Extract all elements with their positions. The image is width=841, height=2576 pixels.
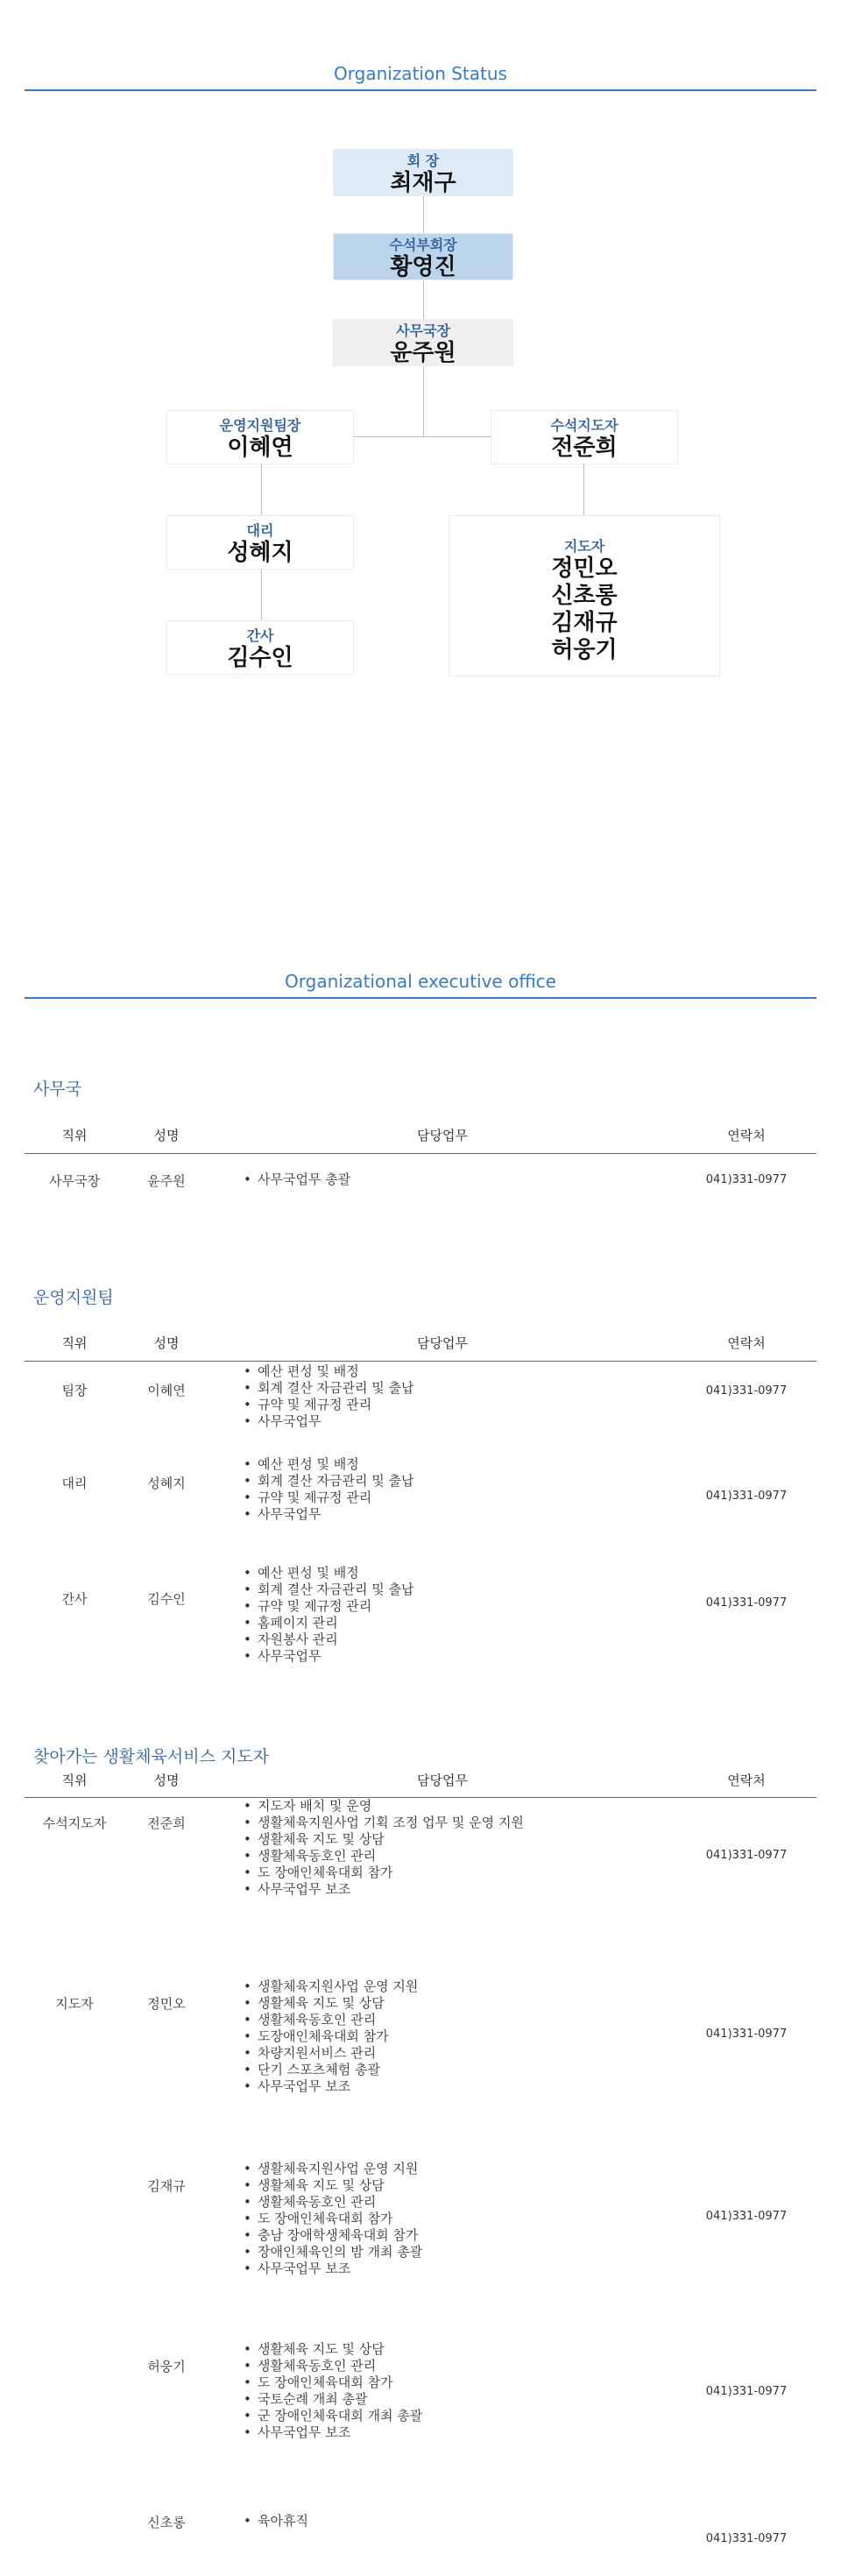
duties-list xyxy=(244,2513,308,2530)
person-name: 허웅기 xyxy=(551,637,618,663)
cell-name: 허웅기 xyxy=(147,2359,186,2374)
connector-line xyxy=(261,570,262,620)
person-name: 이혜연 xyxy=(227,435,293,461)
list-item: • 생활체육동호인 관리 xyxy=(244,2012,418,2028)
list-item: • 사무국업무 xyxy=(244,1413,413,1430)
org-box-ops-lead xyxy=(166,410,354,464)
list-item: • 군 장애인체육대회 개최 총괄 xyxy=(244,2408,422,2424)
list-item: • 도장애인체육대회 참가 xyxy=(244,2028,418,2045)
header-name: 성명 xyxy=(153,1128,180,1143)
role-label: 간사 xyxy=(246,627,274,644)
cell-name: 전준희 xyxy=(147,1815,186,1831)
duties-list xyxy=(244,2341,422,2441)
list-item: • 충남 장애학생체육대회 참가 xyxy=(244,2227,422,2244)
list-item: • 사무국업무 보조 xyxy=(244,2424,422,2441)
list-item: • 생활체육지원사업 기획 조정 업무 및 운영 지원 xyxy=(244,1815,524,1831)
list-item: • 국토순례 개최 총괄 xyxy=(244,2391,422,2408)
connector-line xyxy=(261,464,262,515)
person-name: 전준희 xyxy=(551,435,618,461)
duties-list xyxy=(244,1978,418,2095)
ops-team-table xyxy=(25,1325,816,1677)
list-item: • 사무국업무 총괄 xyxy=(244,1171,350,1188)
table-header xyxy=(25,1325,816,1362)
connector-line xyxy=(583,464,584,515)
person-name: 최재구 xyxy=(390,170,456,196)
team-title-instructors: 찾아가는 생활체육서비스 지도자 xyxy=(33,1747,270,1766)
role-label: 수석부회장 xyxy=(389,237,457,253)
cell-position: 수석지도자 xyxy=(42,1815,107,1831)
list-item: • 도 장애인체육대회 참가 xyxy=(244,1865,524,1881)
person-name: 김재규 xyxy=(551,610,618,636)
secretariat-table xyxy=(25,1117,816,1207)
cell-position: 사무국장 xyxy=(49,1173,100,1189)
cell-contact: 041)331-0977 xyxy=(705,1596,788,1610)
role-label: 운영지원팀장 xyxy=(219,417,301,434)
cell-contact: 041)331-0977 xyxy=(705,1173,788,1186)
header-duties: 담당업무 xyxy=(417,1773,468,1788)
person-name: 정민오 xyxy=(551,556,618,582)
table-header xyxy=(25,1117,816,1154)
list-item: • 사무국업무 보조 xyxy=(244,2078,418,2095)
header-contact: 연락처 xyxy=(727,1128,766,1143)
list-item: • 생활체육동호인 관리 xyxy=(244,2358,422,2374)
person-name: 윤주원 xyxy=(390,340,456,366)
table-row xyxy=(25,1154,816,1207)
header-name: 성명 xyxy=(153,1335,180,1351)
cell-name: 김수인 xyxy=(147,1591,186,1607)
list-item: • 생활체육동호인 관리 xyxy=(244,1848,524,1865)
header-contact: 연락처 xyxy=(727,1773,766,1788)
cell-position: 지도자 xyxy=(55,1996,94,2012)
header-contact: 연락처 xyxy=(727,1335,766,1351)
duties-list xyxy=(244,1456,413,1523)
list-item: • 생활체육지원사업 운영 지원 xyxy=(244,1978,418,1995)
org-status-title: Organization Status xyxy=(25,63,816,91)
list-item: • 예산 편성 및 배정 xyxy=(244,1456,413,1473)
header-duties: 담당업무 xyxy=(417,1128,468,1143)
role-label: 사무국장 xyxy=(396,322,450,339)
role-label: 대리 xyxy=(246,522,274,539)
instructors-table xyxy=(25,1763,816,2564)
cell-name: 성혜지 xyxy=(147,1476,186,1491)
cell-contact: 041)331-0977 xyxy=(705,1384,788,1398)
duties-list xyxy=(244,1171,350,1188)
header-position: 직위 xyxy=(61,1128,88,1143)
cell-name: 김재규 xyxy=(147,2178,186,2194)
cell-contact: 041)331-0977 xyxy=(705,1490,788,1503)
list-item: • 홈페이지 관리 xyxy=(244,1615,413,1631)
org-box-senior-vp xyxy=(333,233,513,280)
list-item: • 차량지원서비스 관리 xyxy=(244,2045,418,2062)
cell-position: 간사 xyxy=(61,1591,88,1607)
team-title-ops: 운영지원팀 xyxy=(33,1288,114,1307)
table-row xyxy=(25,1563,816,1677)
list-item: • 규약 및 제규정 관리 xyxy=(244,1598,413,1615)
cell-contact: 041)331-0977 xyxy=(705,2210,788,2223)
duties-list xyxy=(244,1565,413,1665)
list-item: • 자원봉사 관리 xyxy=(244,1631,413,1648)
cell-contact: 041)331-0977 xyxy=(705,2532,788,2545)
connector-line xyxy=(354,436,491,437)
org-box-chief-instructor xyxy=(491,410,678,464)
cell-position: 대리 xyxy=(61,1476,88,1491)
org-box-secretary-general xyxy=(333,319,513,366)
duties-list xyxy=(244,2161,422,2277)
list-item: • 사무국업무 보조 xyxy=(244,2261,422,2277)
table-row xyxy=(25,1454,816,1563)
list-item: • 생활체육 지도 및 상담 xyxy=(244,1831,524,1848)
duties-list xyxy=(244,1798,524,1898)
table-row xyxy=(25,2339,816,2511)
cell-contact: 041)331-0977 xyxy=(705,2028,788,2041)
duties-list xyxy=(244,1363,413,1430)
list-item: • 회계 결산 자금관리 및 출납 xyxy=(244,1380,413,1397)
org-box-instructors xyxy=(449,515,720,676)
cell-name: 이혜연 xyxy=(147,1383,186,1398)
role-label: 수석지도자 xyxy=(550,417,618,434)
list-item: • 도 장애인체육대회 참가 xyxy=(244,2374,422,2391)
list-item: • 지도자 배치 및 운영 xyxy=(244,1798,524,1815)
header-position: 직위 xyxy=(61,1773,88,1788)
list-item: • 육아휴직 xyxy=(244,2513,308,2530)
list-item: • 회계 결산 자금관리 및 출납 xyxy=(244,1582,413,1598)
list-item: • 예산 편성 및 배정 xyxy=(244,1363,413,1380)
team-title-secretariat: 사무국 xyxy=(33,1079,82,1099)
list-item: • 회계 결산 자금관리 및 출납 xyxy=(244,1473,413,1490)
cell-position: 팀장 xyxy=(61,1383,88,1398)
person-name: 김수인 xyxy=(227,645,293,671)
exec-office-title: Organizational executive office xyxy=(25,971,816,999)
table-header xyxy=(25,1763,816,1798)
cell-name: 정민오 xyxy=(147,1996,186,2012)
list-item: • 장애인체육인의 밤 개최 총괄 xyxy=(244,2244,422,2261)
cell-contact: 041)331-0977 xyxy=(705,1849,788,1862)
table-row xyxy=(25,1977,816,2159)
role-label: 지도자 xyxy=(563,538,605,555)
person-name: 황영진 xyxy=(390,254,456,280)
person-name: 성혜지 xyxy=(227,540,293,566)
cell-contact: 041)331-0977 xyxy=(705,2385,788,2398)
list-item: • 사무국업무 보조 xyxy=(244,1881,524,1898)
table-row xyxy=(25,1362,816,1454)
person-name: 신초롱 xyxy=(551,583,618,609)
list-item: • 생활체육동호인 관리 xyxy=(244,2194,422,2211)
org-box-assistant-manager xyxy=(166,515,354,570)
list-item: • 생활체육 지도 및 상담 xyxy=(244,2341,422,2358)
org-box-staff xyxy=(166,620,354,675)
list-item: • 규약 및 제규정 관리 xyxy=(244,1397,413,1413)
list-item: • 규약 및 제규정 관리 xyxy=(244,1490,413,1506)
list-item: • 사무국업무 xyxy=(244,1506,413,1523)
cell-name: 윤주원 xyxy=(147,1173,186,1189)
table-row xyxy=(25,2159,816,2339)
header-duties: 담당업무 xyxy=(417,1335,468,1351)
list-item: • 단기 스포츠체험 총괄 xyxy=(244,2062,418,2078)
list-item: • 예산 편성 및 배정 xyxy=(244,1565,413,1582)
table-row xyxy=(25,1798,816,1977)
list-item: • 사무국업무 xyxy=(244,1648,413,1665)
header-position: 직위 xyxy=(61,1335,88,1351)
cell-name: 신초롱 xyxy=(147,2515,186,2530)
list-item: • 도 장애인체육대회 참가 xyxy=(244,2211,422,2227)
connector-line xyxy=(423,195,424,436)
table-row xyxy=(25,2511,816,2564)
header-name: 성명 xyxy=(153,1773,180,1788)
role-label: 회 장 xyxy=(406,152,440,169)
list-item: • 생활체육 지도 및 상담 xyxy=(244,2177,422,2194)
list-item: • 생활체육지원사업 운영 지원 xyxy=(244,2161,422,2177)
org-box-president xyxy=(333,149,513,196)
list-item: • 생활체육 지도 및 상담 xyxy=(244,1995,418,2012)
